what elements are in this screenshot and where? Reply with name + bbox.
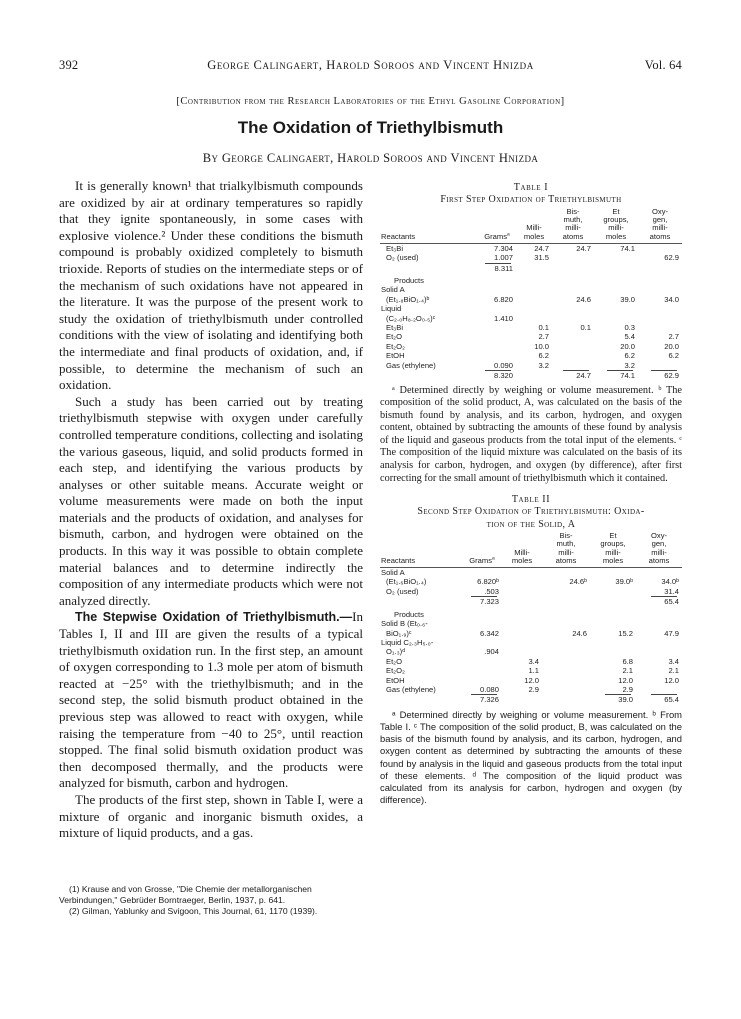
table-1-reactant-cell: 24.7 [534, 243, 549, 253]
table-2-product-cell [636, 685, 682, 694]
table-2-product-row [380, 666, 682, 675]
table-2-reactants-total: 7.323 65.4 [380, 596, 682, 606]
table-2-product-cell [502, 638, 542, 647]
table-1-reactant-cell: 1.007 [493, 253, 513, 263]
table-1-col-bismuth: Bis- muth, milli- atoms [552, 208, 594, 243]
table-1-reactant-row-label: O₂ (used) [386, 253, 419, 263]
table-2-reactant-cell [502, 587, 542, 596]
table-2-product-row [380, 647, 682, 656]
table-2-product-row [380, 619, 682, 628]
author-byline: By George Calingaert, Harold Soroos and Vincent Hnizda [202, 151, 539, 165]
table-2-product-row-label: O₁.₃)ᵈ [386, 647, 406, 657]
table-2-reactant-cell [590, 568, 636, 578]
table-1-product-cell [478, 304, 516, 313]
table-2-product-row-label: Gas (ethylene) [386, 684, 436, 694]
table-2-reactant-cell [542, 587, 590, 596]
table-1-product-row-label: (Et₁.₈BiO₁.₄)ᵇ [386, 294, 430, 304]
table-2-product-cell [542, 676, 590, 685]
table-2-product-cell [636, 638, 682, 647]
table-1-product-cell: 0.1 [580, 323, 591, 333]
table-2-reactant-row-label: (Et₁.₆BiO₁.₄) [386, 577, 427, 587]
table-1-product-cell: 5.4 [624, 332, 635, 342]
table-1-product-cell [638, 304, 682, 313]
table-2-product-cell [542, 619, 590, 628]
table-2-product-cell [462, 666, 502, 675]
table-2-product-cell [502, 619, 542, 628]
table-1-product-cell [478, 342, 516, 351]
table-1-product-cell: 0.1 [538, 323, 549, 333]
table-1-product-row-label: Et₂O₂ [386, 341, 405, 351]
table-1-product-cell [552, 351, 594, 360]
right-column [380, 182, 682, 806]
table-2-reactant-row [380, 577, 682, 586]
table-1-product-cell [552, 342, 594, 351]
table-2-product-cell: 12.0 [618, 675, 633, 685]
table-2-label: Table II [511, 494, 551, 506]
table-2-product-cell: 3.4 [668, 656, 679, 666]
table-2-product-cell: 12.0 [524, 675, 539, 685]
table-1-product-cell [594, 314, 638, 323]
table-2-product-row [380, 657, 682, 666]
running-title: George Calingaert, Harold Soroos and Vincent Hnizda [207, 58, 534, 72]
table-2-product-cell [590, 619, 636, 628]
table-1-product-cell [594, 285, 638, 294]
table-2-product-row-label: Et₂O₂ [386, 666, 405, 676]
table-1-col-oxygen: Oxy- gen, milli- atoms [638, 208, 682, 243]
table-2-reactant-cell: .503 [484, 586, 499, 596]
running-head [59, 58, 682, 76]
table-2-product-row [380, 629, 682, 638]
table-2-totals [380, 694, 682, 704]
table-1-product-row-label: Et₃Bi [386, 323, 404, 333]
table-2-product-row-label: Solid B (Et₀.₆- [381, 619, 428, 629]
table-1-reactant-cell: 62.9 [664, 253, 679, 263]
table-2-total-cell: 39.0 [590, 694, 636, 704]
table-1-reactant-cell [638, 243, 682, 253]
table-2-product-cell [462, 638, 502, 647]
table-2-product-cell [590, 647, 636, 656]
volume-label: Vol. 64 [644, 58, 682, 72]
article-title: The Oxidation of Triethylbismuth [237, 118, 504, 137]
table-2-product-cell: 12.0 [664, 675, 679, 685]
table-2-reactant-row-label: Solid A [381, 568, 405, 578]
table-1-product-cell [516, 285, 552, 294]
table-1-product-cell: 24.6 [576, 294, 591, 304]
table-2-product-cell: .904 [484, 647, 499, 657]
table-2-caption: Second Step Oxidation of Triethylbismuth: Oxida- tion of the Solid, A [417, 506, 645, 531]
table-1-notes-text: ᵃ Determined directly by weighing or volume measurement. ᵇ The composition of the solid product, A, was calculated on the basis of the bismuth found by analysis, and its carbon, hydrogen, and oxygen content, obtained by subtracting the amounts of these found by analysis of the liquid and gaseous products from the total input of the elements. ᶜ The composition of the liquid mixture was calculated on the basis of its analysis for carbon, hydrogen, and oxygen (by difference), after first correcting for the small amount of triethylbismuth which it contained. [380, 384, 682, 484]
table-1-product-cell [638, 323, 682, 332]
table-2-product-cell: 2.1 [668, 666, 679, 676]
table-1-product-cell [478, 332, 516, 341]
table-1-product-cell [552, 332, 594, 341]
table-2-reactant-cell: 24.6ᵇ [569, 577, 587, 587]
table-1 [380, 208, 682, 381]
table-1-reactant-cell: 24.7 [576, 243, 591, 253]
table-2-product-cell [462, 657, 502, 666]
table-1-notes [380, 385, 682, 486]
table-2-col-bismuth: Bis- muth, milli- atoms [542, 532, 590, 567]
table-2-product-cell [636, 647, 682, 656]
table-1-product-row [380, 304, 682, 313]
table-1-product-row [380, 285, 682, 294]
table-1-product-cell [638, 361, 682, 370]
paragraph-stepwise-text: In Tables I, II and III are given the results of a typical triethylbismuth oxidation run. In the first step, an amount of oxygen corresponding to 1.3 mole per atom of bismuth reacted at −25° with the triethylbismuth; and in the second step, the solid bismuth product obtained in the previous step was allowed to react with oxygen, while raising the temperature from −40 to 25°, until reaction stopped. The final solid bismuth oxidation product was then decomposed thermally, and the products were analyzed for bismuth, carbon and hydrogen. [59, 609, 363, 791]
table-2-product-cell [462, 676, 502, 685]
table-1-product-cell: 6.2 [668, 351, 679, 361]
table-1-product-cell: 6.2 [538, 351, 549, 361]
table-1-product-cell: 3.2 [538, 360, 549, 370]
table-1-reactants-total: 8.311 [380, 263, 682, 273]
table-2-reactant-cell [636, 568, 682, 578]
table-1-product-cell: 6.820 [493, 294, 513, 304]
table-2-product-cell: 1.1 [528, 666, 539, 676]
table-1-product-row [380, 361, 682, 370]
table-2-reactant-row [380, 587, 682, 596]
table-2-col-millimoles: Milli- moles [502, 532, 542, 567]
table-2-product-row-label: BiO₁.₉)ᶜ [386, 628, 412, 638]
table-1-product-row [380, 323, 682, 332]
table-1-product-cell: 0.090 [493, 360, 513, 370]
table-2-product-row [380, 685, 682, 694]
table-2 [380, 532, 682, 705]
table-1-product-cell [552, 314, 594, 323]
table-1-total-cell: 74.1 [594, 370, 638, 380]
table-1-product-cell [552, 285, 594, 294]
table-1-product-row [380, 295, 682, 304]
table-2-product-cell: 6.8 [622, 656, 633, 666]
left-column [59, 178, 363, 916]
table-1-product-cell: 1.410 [493, 313, 513, 323]
paragraph-intro: It is generally known¹ that trialkylbismuth compounds are oxidized by air at ordinary temperatures so rapidly that they ignite spontaneously, in some cases with explosive violence.² Under these conditions the bismuth compound is probably oxidized completely to bismuth trioxide. Reports of studies on the intermediate steps or of the mechanism of such oxidations have not appeared in the literature. It was the purpose of the present work to study the oxidation of triethylbismuth under controlled conditions with the view of isolating and identifying both the intermediate and final products of oxidation, and, if possible, to determine the mechanism of such an oxidation. [59, 178, 363, 393]
table-2-product-cell [542, 638, 590, 647]
footnote-1: (1) Krause and von Grosse, "Die Chemie der metallorganischen Verbindungen," Gebrüder Borntraeger, Berlin, 1937, p. 641. [59, 884, 312, 905]
paragraph-stepwise [59, 609, 363, 792]
table-1-reactant-row [380, 243, 682, 253]
table-1-reactant-cell [594, 253, 638, 262]
table-1-product-row [380, 351, 682, 360]
table-1-total-cell [380, 370, 478, 380]
table-1-totals [380, 370, 682, 380]
table-2-product-cell [502, 629, 542, 638]
table-1-product-cell: 10.0 [534, 341, 549, 351]
table-2-total-cell: 7.326 [462, 694, 502, 704]
table-1-product-row-label: (C₂.₀H₈.₂O₀.₅)ᶜ [386, 313, 436, 323]
table-1-product-cell [478, 351, 516, 360]
table-1-total-cell: 8.320 [478, 370, 516, 380]
table-2-col-et-groups: Et groups, milli- moles [590, 532, 636, 567]
table-2-product-cell [542, 647, 590, 656]
table-1-total-cell: 24.7 [552, 370, 594, 380]
page-number: 392 [59, 58, 79, 72]
table-2-reactant-row-label: O₂ (used) [386, 586, 419, 596]
table-1-product-cell: 39.0 [620, 294, 635, 304]
table-1-product-cell: 2.7 [668, 332, 679, 342]
table-1-col-millimoles: Milli- moles [516, 208, 552, 243]
table-2-product-cell [542, 666, 590, 675]
table-2-notes [380, 709, 682, 807]
table-1-reactant-cell [552, 253, 594, 262]
table-1-product-cell: 3.2 [624, 360, 635, 370]
section-run-in-heading: The Stepwise Oxidation of Triethylbismuth.— [75, 610, 353, 625]
table-2-reactant-cell [462, 568, 502, 578]
table-2-product-row-label: EtOH [386, 675, 405, 685]
table-1-total-cell [516, 370, 552, 380]
table-2-product-row [380, 676, 682, 685]
footnote-2: (2) Gilman, Yablunky and Svigoon, This Journal, 61, 1170 (1939). [69, 906, 318, 916]
table-2-reactant-cell: 34.0ᵇ [661, 577, 679, 587]
table-2-product-cell [636, 619, 682, 628]
table-1-product-cell: 34.0 [664, 294, 679, 304]
table-1-product-row-label: Liquid [381, 304, 402, 314]
table-2-reactant-cell [590, 587, 636, 596]
table-2-product-cell: 24.6 [572, 628, 587, 638]
table-2-reactant-cell: 39.0ᵇ [615, 577, 633, 587]
table-1-reactant-row [380, 253, 682, 262]
table-2-product-row-label: Et₂O [386, 656, 403, 666]
table-2-product-cell: 3.4 [528, 656, 539, 666]
table-2-product-cell: 2.9 [528, 684, 539, 694]
table-2-reactant-cell [502, 568, 542, 578]
table-1-product-cell [594, 304, 638, 313]
table-1-reactant-cell: 74.1 [620, 243, 635, 253]
footnotes [59, 884, 363, 917]
paragraph-method: Such a study has been carried out by treating triethylbismuth stepwise with oxygen under carefully controlled temperature conditions, collecting and isolating the various gaseous, liquid, and solid products formed in each step, and identifying the various products by analyses or other suitable means. Accurate weight or volume measurements were made on both the input materials and the products of oxidation, and analyses for bismuth, carbon, and hydrogen were obtained on the products. In this way it was possible to obtain complete material balances and to determine indirectly the composition of any intermediate products which were not analyzed directly. [59, 393, 363, 608]
table-2-total-cell [542, 694, 590, 704]
table-1-label: Table I [513, 182, 549, 193]
table-1-product-cell [516, 314, 552, 323]
table-1-product-cell [478, 323, 516, 332]
table-2-reactant-cell [502, 577, 542, 586]
table-2-product-cell [542, 685, 590, 694]
table-1-product-cell [552, 361, 594, 370]
table-2-product-cell: 2.9 [622, 684, 633, 694]
table-1-product-cell: 2.7 [538, 332, 549, 342]
table-2-product-cell [590, 638, 636, 647]
table-2-product-cell [502, 647, 542, 656]
table-2-product-cell: 0.080 [479, 684, 499, 694]
table-1-col-grams: Grams$^a$ [478, 208, 516, 243]
table-1-product-cell: 20.0 [620, 341, 635, 351]
table-1-products-label: Products [394, 276, 424, 286]
table-1-total-cell: 62.9 [638, 370, 682, 380]
table-1-product-cell [478, 285, 516, 294]
table-2-total-cell [502, 694, 542, 704]
table-1-product-cell [638, 285, 682, 294]
table-2-total-cell [380, 694, 462, 704]
table-1-product-row-label: Solid A [381, 285, 405, 295]
table-1-product-cell: 6.2 [624, 351, 635, 361]
table-1-col-reactants: Reactants [380, 208, 478, 243]
table-1-product-cell [638, 314, 682, 323]
table-1-product-row-label: Gas (ethylene) [386, 360, 436, 370]
table-1-col-et-groups: Et groups, milli- moles [594, 208, 638, 243]
table-1-product-row [380, 342, 682, 351]
table-2-product-row-label: Liquid C₂.₃H₅.₀- [381, 637, 434, 647]
table-2-col-reactants: Reactants [380, 532, 462, 567]
table-2-product-cell: 2.1 [622, 666, 633, 676]
table-2-total-cell: 65.4 [636, 694, 682, 704]
table-2-product-row [380, 638, 682, 647]
table-2-products-label: Products [394, 609, 424, 619]
table-2-reactant-row [380, 568, 682, 578]
table-2-product-cell: 47.9 [664, 628, 679, 638]
table-2-product-cell [542, 657, 590, 666]
table-1-reactant-cell: 31.5 [534, 253, 549, 263]
table-2-col-grams: Grams$^a$ [462, 532, 502, 567]
table-1-product-row-label: Et₂O [386, 332, 403, 342]
paragraph-products: The products of the first step, shown in Table I, were a mixture of organic and inorganic bismuth oxides, a mixture of liquid products, and a gas. [59, 791, 363, 841]
table-2-reactant-cell: 6.820ᵇ [477, 577, 499, 587]
table-1-reactant-cell: 7.304 [493, 243, 513, 253]
table-2-product-cell [462, 619, 502, 628]
table-1-product-cell [552, 304, 594, 313]
table-1-product-row-label: EtOH [386, 351, 405, 361]
table-2-col-oxygen: Oxy- gen, milli- atoms [636, 532, 682, 567]
table-1-product-cell: 20.0 [664, 341, 679, 351]
table-2-product-cell: 6.342 [479, 628, 499, 638]
table-2-product-cell: 15.2 [618, 628, 633, 638]
contribution-line: [Contribution from the Research Laboratories of the Ethyl Gasoline Corporation] [176, 96, 565, 107]
table-1-reactant-row-label: Et₃Bi [386, 243, 404, 253]
table-1-product-cell [516, 295, 552, 304]
table-1-product-cell [516, 304, 552, 313]
table-1-product-row [380, 332, 682, 341]
table-1-product-row [380, 314, 682, 323]
table-2-notes-text: ᵃ Determined directly by weighing or volume measurement. ᵇ From Table I. ᶜ The composition of the solid product, B, was calculated on the basis of the bismuth found by analysis, and its carbon, hydrogen, and oxygen content as determined by subtracting the amounts of these found by analysis in the liquid and gaseous products from the total input of these elements. ᵈ The composition of the liquid product was calculated from its analysis for carbon, hydrogen and oxygen (by difference). [380, 708, 682, 806]
table-1-product-cell: 0.3 [624, 323, 635, 333]
table-2-reactant-cell: 31.4 [664, 586, 679, 596]
table-2-reactant-cell [542, 568, 590, 578]
table-1-caption: First Step Oxidation of Triethylbismuth [440, 194, 622, 205]
